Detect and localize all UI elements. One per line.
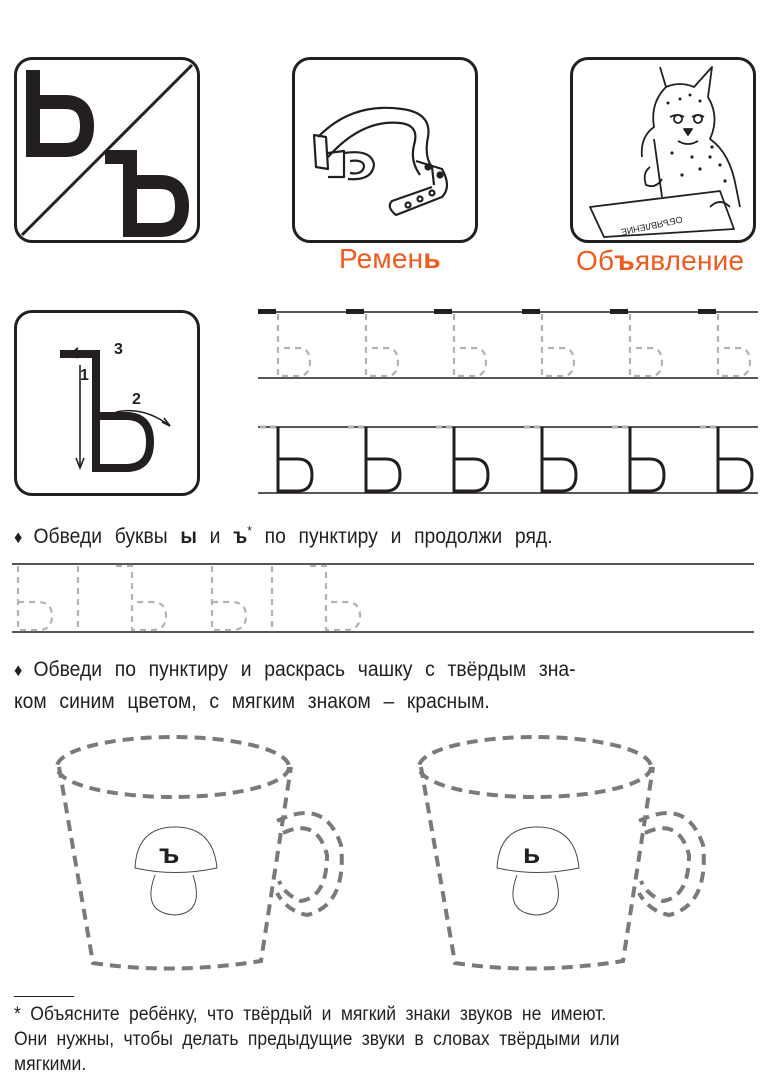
instruction-text: по пунктиру и продолжи ряд. [251,525,553,548]
instruction-line-1 [14,654,576,686]
cup-letter: ъ [159,838,180,869]
caption-highlight-letter: ъ [614,245,635,276]
belt-caption [339,243,441,275]
lynx-caption [576,245,744,277]
instruction-text: Обведи по пунктиру и раскрась чашку с твёрдым зна- [33,658,576,681]
cup-soft-sign[interactable] [417,735,737,985]
diamond-bullet-icon: ♦ [14,660,23,680]
footnote-line-2: Они нужны, чтобы делать предыдущие звуки в словах твёрдыми или [14,1028,620,1050]
instruction-text: и [196,525,234,548]
letter-yery: ы [180,525,197,548]
footnote [14,1002,620,1077]
caption-text: явление [634,245,745,276]
task1-instruction [14,515,553,553]
svg-text:2: 2 [132,391,141,408]
tracing-row-solid [258,415,768,495]
letters-card [14,57,200,243]
cup-hard-sign[interactable] [55,735,375,985]
hard-sign-glyph [105,150,195,240]
footnote-line-3: мягкими. [14,1053,87,1075]
stroke-order-icon [14,310,200,496]
stroke-order-card [14,310,200,496]
caption-text: Об [576,245,615,276]
task2-instruction [14,654,576,717]
instruction-text: Обведи буквы [33,525,181,548]
belt-icon [292,57,478,243]
svg-text:ОБЪЯВЛЕНИЕ: ОБЪЯВЛЕНИЕ [619,214,684,238]
tracing-row-dashed [258,300,768,380]
lynx-icon [570,57,756,243]
diamond-bullet-icon: ♦ [14,527,23,547]
footnote-divider [14,996,74,997]
letter-hard-sign: ъ [233,525,248,548]
cup-letter: ь [523,838,541,869]
caption-text: Ремен [339,243,424,274]
svg-text:1: 1 [80,367,89,384]
belt-card [292,57,478,243]
instruction-line-2: ком синим цветом, с мягким знаком – красным. [14,690,490,713]
lynx-card [570,57,756,243]
caption-highlight-letter: ь [423,243,441,274]
task1-tracing-row [12,560,770,640]
footnote-line-1: * Объясните ребёнку, что твёрдый и мягкий знаки звуков не имеют. [14,1003,607,1025]
svg-text:3: 3 [114,341,123,358]
soft-sign-glyph [25,70,95,160]
footnote-marker: * [247,523,252,538]
